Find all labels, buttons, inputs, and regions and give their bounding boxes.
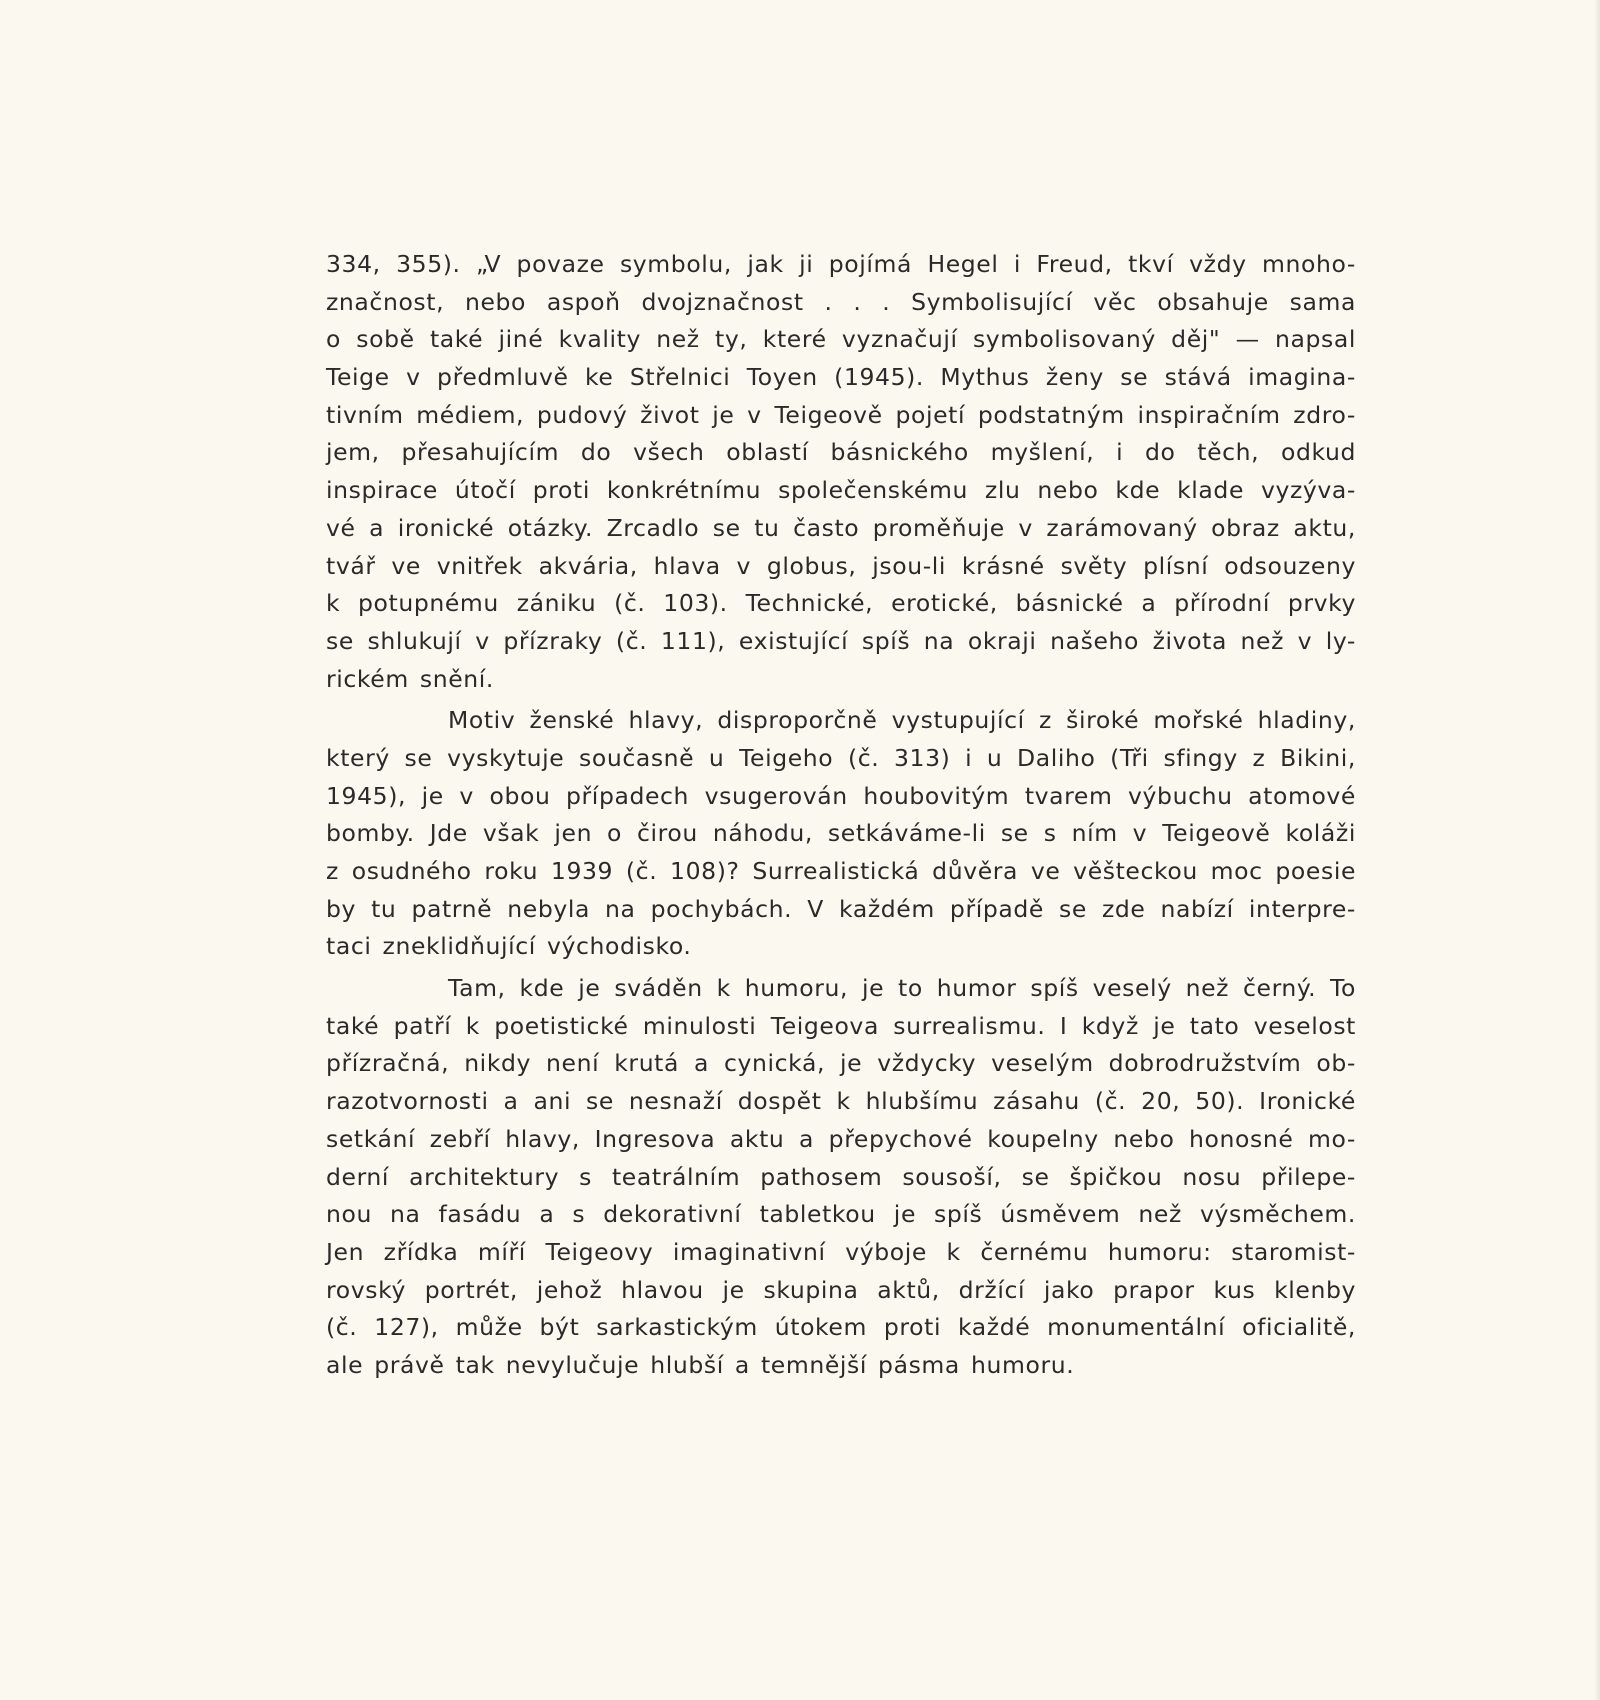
text-line: taci zneklidňující východisko. — [326, 932, 692, 961]
text-line: značnost, nebo aspoň dvojznačnost . . . Symbolisující věc obsahuje sama — [326, 287, 1356, 316]
body-text — [326, 246, 1356, 1385]
text-line: setkání zebří hlavy, Ingresova aktu a přepychové koupelny nebo honosné mo- — [326, 1124, 1356, 1153]
text-line: inspirace útočí proti konkrétnímu společenskému zlu nebo kde klade vyzýva- — [326, 476, 1356, 505]
text-line: by tu patrně nebyla na pochybách. V každém případě se zde nabízí interpre- — [326, 894, 1356, 923]
text-line: který se vyskytuje současně u Teigeho (č. 313) i u Daliho (Tři sfingy z Bikini, — [326, 743, 1356, 772]
text-line: (č. 127), může být sarkastickým útokem proti každé monumentální oficialitě, — [326, 1313, 1356, 1342]
text-line: 1945), je v obou případech vsugerován houbovitým tvarem výbuchu atomové — [326, 781, 1356, 810]
text-line: Teige v předmluvě ke Střelnici Toyen (1945). Mythus ženy se stává imagina- — [326, 363, 1356, 392]
text-line: razotvornosti a ani se nesnaží dospět k hlubšímu zásahu (č. 20, 50). Ironické — [326, 1087, 1356, 1116]
text-line: ale právě tak nevylučuje hlubší a temnější pásma humoru. — [326, 1350, 1075, 1379]
text-line: vé a ironické otázky. Zrcadlo se tu často proměňuje v zarámovaný obraz aktu, — [326, 513, 1356, 542]
text-line: přízračná, nikdy není krutá a cynická, je vždycky veselým dobrodružstvím ob- — [326, 1049, 1356, 1078]
text-line: jem, přesahujícím do všech oblastí básnického myšlení, i do těch, odkud — [326, 438, 1356, 467]
text-line: tvář ve vnitřek akvária, hlava v globus, jsou-li krásné světy plísní odsouzeny — [326, 551, 1356, 580]
text-line: o sobě také jiné kvality než ty, které vyznačují symbolisovaný děj" — napsal — [326, 325, 1356, 354]
text-line: 334, 355). „V povaze symbolu, jak ji pojímá Hegel i Freud, tkví vždy mnoho- — [326, 250, 1356, 278]
text-line: také patří k poetistické minulosti Teigeova surrealismu. I když je tato veselost — [326, 1011, 1356, 1040]
page-edge-shadow — [1594, 0, 1600, 1700]
text-line: bomby. Jde však jen o čirou náhodu, setkáváme-li se s ním v Teigeově koláži — [326, 819, 1356, 848]
paragraph-2 — [326, 702, 1356, 966]
text-line: Jen zřídka míří Teigeovy imaginativní výboje k černému humoru: staromist- — [326, 1237, 1356, 1266]
text-line: nou na fasádu a s dekorativní tabletkou je spíš úsměvem než výsměchem. — [326, 1200, 1356, 1229]
text-line: se shlukují v přízraky (č. 111), existující spíš na okraji našeho života než v ly- — [326, 626, 1356, 655]
text-line: tivním médiem, pudový život je v Teigeově pojetí podstatným inspiračním zdro- — [326, 400, 1356, 429]
text-line: rovský portrét, jehož hlavou je skupina aktů, držící jako prapor kus klenby — [326, 1275, 1356, 1304]
text-line: z osudného roku 1939 (č. 108)? Surrealistická důvěra ve věšteckou moc poesie — [326, 857, 1356, 885]
paragraph-3 — [326, 970, 1356, 1385]
text-line: rickém snění. — [326, 664, 494, 693]
paragraph-1 — [326, 246, 1356, 698]
text-line: Tam, kde je sváděn k humoru, je to humor spíš veselý než černý. To — [448, 974, 1356, 1003]
text-line: derní architektury s teatrálním pathosem sousoší, se špičkou nosu přilepe- — [326, 1162, 1356, 1191]
text-line: k potupnému zániku (č. 103). Technické, erotické, básnické a přírodní prvky — [326, 589, 1356, 618]
text-line: Motiv ženské hlavy, disproporčně vystupující z široké mořské hladiny, — [448, 706, 1356, 735]
